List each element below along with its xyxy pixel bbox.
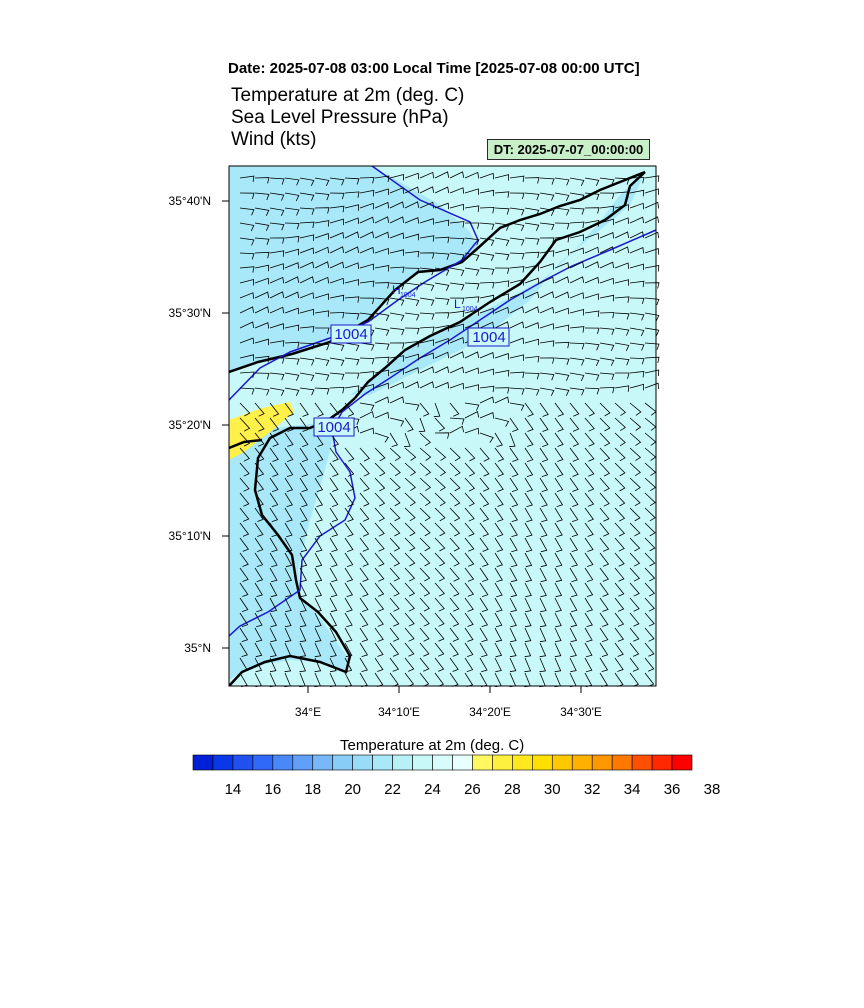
svg-text:L: L: [454, 297, 461, 311]
lat-tick-3: 35°20'N: [168, 418, 211, 432]
colorbar-label: 16: [264, 781, 282, 798]
lon-tick-2: 34°10'E: [378, 705, 420, 719]
colorbar-label: 30: [543, 781, 561, 798]
colorbar: [193, 755, 692, 770]
colorbar-label: 34: [623, 781, 641, 798]
colorbar-swatch: [652, 755, 672, 770]
colorbar-label: 38: [703, 781, 721, 798]
colorbar-swatch: [353, 755, 373, 770]
svg-text:1004: 1004: [334, 326, 368, 343]
colorbar-swatch: [512, 755, 532, 770]
colorbar-label: 18: [304, 781, 322, 798]
colorbar-swatch: [233, 755, 253, 770]
colorbar-swatch: [293, 755, 313, 770]
colorbar-label: 36: [663, 781, 681, 798]
colorbar-swatch: [433, 755, 453, 770]
lat-axis: [169, 194, 229, 655]
title-temperature: Temperature at 2m (deg. C): [231, 85, 465, 106]
svg-text:1004: 1004: [462, 306, 478, 313]
contour-label-1: [331, 325, 371, 343]
lat-tick-1: 35°40'N: [168, 194, 211, 208]
colorbar-swatch: [612, 755, 632, 770]
lat-tick-5: 35°N: [184, 641, 211, 655]
colorbar-swatch: [313, 755, 333, 770]
colorbar-swatch: [532, 755, 552, 770]
contour-label-3: [314, 418, 354, 436]
colorbar-label: 24: [424, 781, 441, 798]
colorbar-swatch: [253, 755, 273, 770]
lon-axis: [295, 686, 602, 719]
lat-tick-4: 35°10'N: [168, 529, 211, 543]
svg-text:1004: 1004: [317, 419, 351, 436]
colorbar-label: 20: [344, 781, 362, 798]
lat-tick-2: 35°30'N: [168, 306, 211, 320]
colorbar-title: Temperature at 2m (deg. C): [340, 737, 525, 754]
colorbar-swatch: [472, 755, 492, 770]
colorbar-label: 22: [384, 781, 401, 798]
colorbar-swatch: [413, 755, 433, 770]
colorbar-swatch: [552, 755, 572, 770]
colorbar-swatch: [393, 755, 413, 770]
colorbar-swatch: [492, 755, 512, 770]
colorbar-label: 26: [464, 781, 481, 798]
svg-text:H: H: [392, 283, 401, 297]
date-line: Date: 2025-07-08 03:00 Local Time [2025-07-08 00:00 UTC]: [228, 60, 640, 77]
title-wind: Wind (kts): [231, 129, 317, 150]
colorbar-swatch: [632, 755, 652, 770]
colorbar-swatch: [572, 755, 592, 770]
colorbar-label: 14: [224, 781, 242, 798]
colorbar-label: 28: [504, 781, 521, 798]
lon-tick-3: 34°20'E: [469, 705, 511, 719]
colorbar-swatch: [592, 755, 612, 770]
colorbar-swatch: [672, 755, 692, 770]
colorbar-swatch: [213, 755, 233, 770]
colorbar-labels: [225, 781, 721, 798]
colorbar-swatch: [333, 755, 353, 770]
lon-tick-4: 34°30'E: [560, 705, 602, 719]
colorbar-swatch: [452, 755, 472, 770]
dt-label-box: DT: 2025-07-07_00:00:00: [487, 139, 650, 160]
colorbar-label: 32: [583, 781, 601, 798]
contour-label-2: [468, 328, 509, 346]
colorbar-swatch: [373, 755, 393, 770]
svg-text:1004: 1004: [400, 292, 416, 299]
lon-tick-1: 34°E: [294, 705, 322, 719]
colorbar-swatch: [193, 755, 213, 770]
title-pressure: Sea Level Pressure (hPa): [231, 107, 449, 128]
colorbar-swatch: [273, 755, 293, 770]
svg-text:1004: 1004: [472, 329, 506, 346]
